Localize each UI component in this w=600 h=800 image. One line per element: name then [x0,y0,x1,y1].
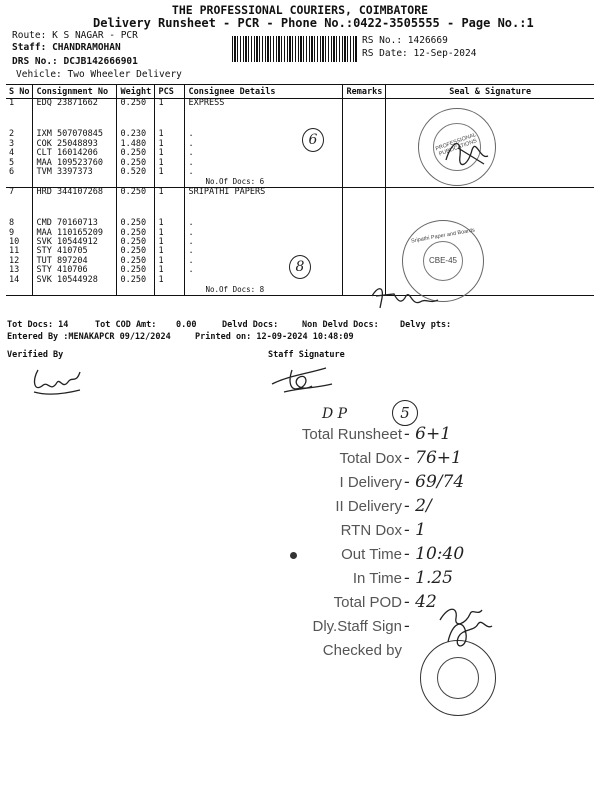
rs-no-value: 1426669 [407,35,448,46]
dp-note: D P [322,406,348,422]
consignee-signature-1 [438,130,498,180]
consignee-signature-2 [368,284,448,314]
col-pcs: PCS [155,85,185,99]
summary-first-delivery-label: I Delivery [339,474,402,491]
col-sno: S No [6,85,33,99]
summary-in-time-value: - 1.25 [404,568,453,588]
non-delivered-docs-label: Non Delvd Docs: [302,320,379,330]
summary-total-dox-label: Total Dox [339,450,402,467]
table-row: 5 MAA 109523760 0.250 1 . [6,159,594,168]
table-row: 3 COK 25048893 1.480 1 . [6,140,594,149]
delivered-docs-label: Delvd Docs: [222,320,279,330]
printed-on: Printed on: 12-09-2024 10:48:09 [195,332,354,342]
summary-out-time-label: Out Time [341,546,402,563]
table-row: 7 HRD 344107268 0.250 1 SRIPATHI PAPERS [6,187,594,197]
table-row: 13 STY 410706 0.250 1 . [6,266,594,275]
table-row: 1 EDQ 23871662 0.250 1 EXPRESS [6,99,594,109]
sripathi-stamp-text: Sripathi Paper and Boards [410,227,476,245]
group1-no-of-docs: No.Of Docs: 6 [185,177,343,187]
rs-no-line [362,35,448,46]
summary-total-dox-value: - 76+1 [404,448,462,468]
vehicle-label: Vehicle: [16,69,62,80]
table-row: 4 CLT 16014206 0.250 1 . [6,149,594,158]
table-header-row [6,85,594,99]
barcode [232,36,357,62]
col-remarks: Remarks [343,85,386,99]
handwritten-count-2: 8 [289,255,311,279]
summary-staff-sign-value: - [404,616,410,636]
staff-line [12,42,121,53]
table-row-doc-count [6,177,594,187]
summary-checked-by-label: Checked by [322,642,402,659]
verifier-signature [28,362,88,402]
table-row: 8 CMD 70160713 0.250 1 . [6,219,594,228]
table-row: 9 MAA 110165209 0.250 1 . [6,229,594,238]
summary-first-delivery-value: - 69/74 [404,472,465,492]
summary-staff-sign-label: Dly.Staff Sign [312,618,402,635]
table-row: 11 STY 410705 0.250 1 . [6,247,594,256]
staff-signature-label: Staff Signature [268,350,345,360]
summary-total-runsheet-label: Total Runsheet [301,426,402,443]
entered-by: Entered By :MENAKAPCR 09/12/2024 [7,332,171,342]
table-row: 2 IXM 507070845 0.230 1 . [6,130,594,139]
table-row-doc-count [6,285,594,295]
drs-line [12,56,138,67]
total-docs: Tot Docs: 14 [7,320,69,330]
col-weight: Weight [117,85,155,99]
table-spacer-row [6,197,594,219]
rs-date-value: 12-Sep-2024 [413,48,477,59]
rs-date-label: RS Date: [362,48,408,59]
table-row: 14 SVK 10544928 0.250 1 [6,276,594,285]
rs-date-line [362,48,476,59]
sripathi-stamp-code: CBE-45 [428,256,457,265]
table-row: 10 SVK 10544912 0.250 1 . [6,238,594,247]
verified-by-label: Verified By [7,350,64,360]
rs-no-label: RS No.: [362,35,403,46]
summary-total-pod-label: Total POD [333,594,402,611]
summary-second-delivery-value: - 2/ [404,496,432,516]
staff-value: CHANDRAMOHAN [52,42,121,53]
drs-value: DCJB142666901 [63,56,138,67]
summary-total-pod-value: - 42 [404,592,437,612]
publications-stamp-text: PROFESSIONAL PUBLICATIONS [434,132,478,158]
summary-rtn-dox-value: - 1 [404,520,426,540]
table-spacer-row [6,108,594,130]
col-consignment-no: Consignment No [33,85,117,99]
staff-signature [266,362,346,398]
staff-sign-scribble [436,600,486,630]
staff-label: Staff: [12,42,47,53]
handwritten-count-1: 6 [302,128,324,152]
summary-rtn-dox-label: RTN Dox [340,522,402,539]
table-row: 12 TUT 897204 0.250 1 . [6,257,594,266]
route-label: Route: [12,30,47,41]
out-time-mark [290,552,297,559]
route-line [12,30,138,41]
vehicle-line [16,69,182,80]
summary-total-runsheet-value: - 6+1 [404,424,452,444]
group2-no-of-docs: No.Of Docs: 8 [185,285,343,295]
col-consignee-details: Consignee Details [185,85,343,99]
document-title: THE PROFESSIONAL COURIERS, COIMBATORE [171,3,429,17]
total-cod-value: 0.00 [176,320,197,330]
delivery-points-label: Delvy pts: [400,320,452,330]
drs-label: DRS No.: [12,56,58,67]
summary-second-delivery-label: II Delivery [335,498,402,515]
document-subtitle: Delivery Runsheet - PCR - Phone No.:0422-3505555 - Page No.:1 [93,16,534,30]
vehicle-value: Two Wheeler Delivery [67,69,182,80]
route-value: K S NAGAR - PCR [52,30,138,41]
dp-circled-count: 5 [392,400,418,426]
summary-in-time-label: In Time [352,570,402,587]
col-seal-signature: Seal & Signature [386,85,594,99]
table-row: 6 TVM 3397373 0.520 1 . [6,168,594,177]
total-cod-label: Tot COD Amt: [95,320,157,330]
summary-out-time-value: - 10:40 [404,544,465,564]
